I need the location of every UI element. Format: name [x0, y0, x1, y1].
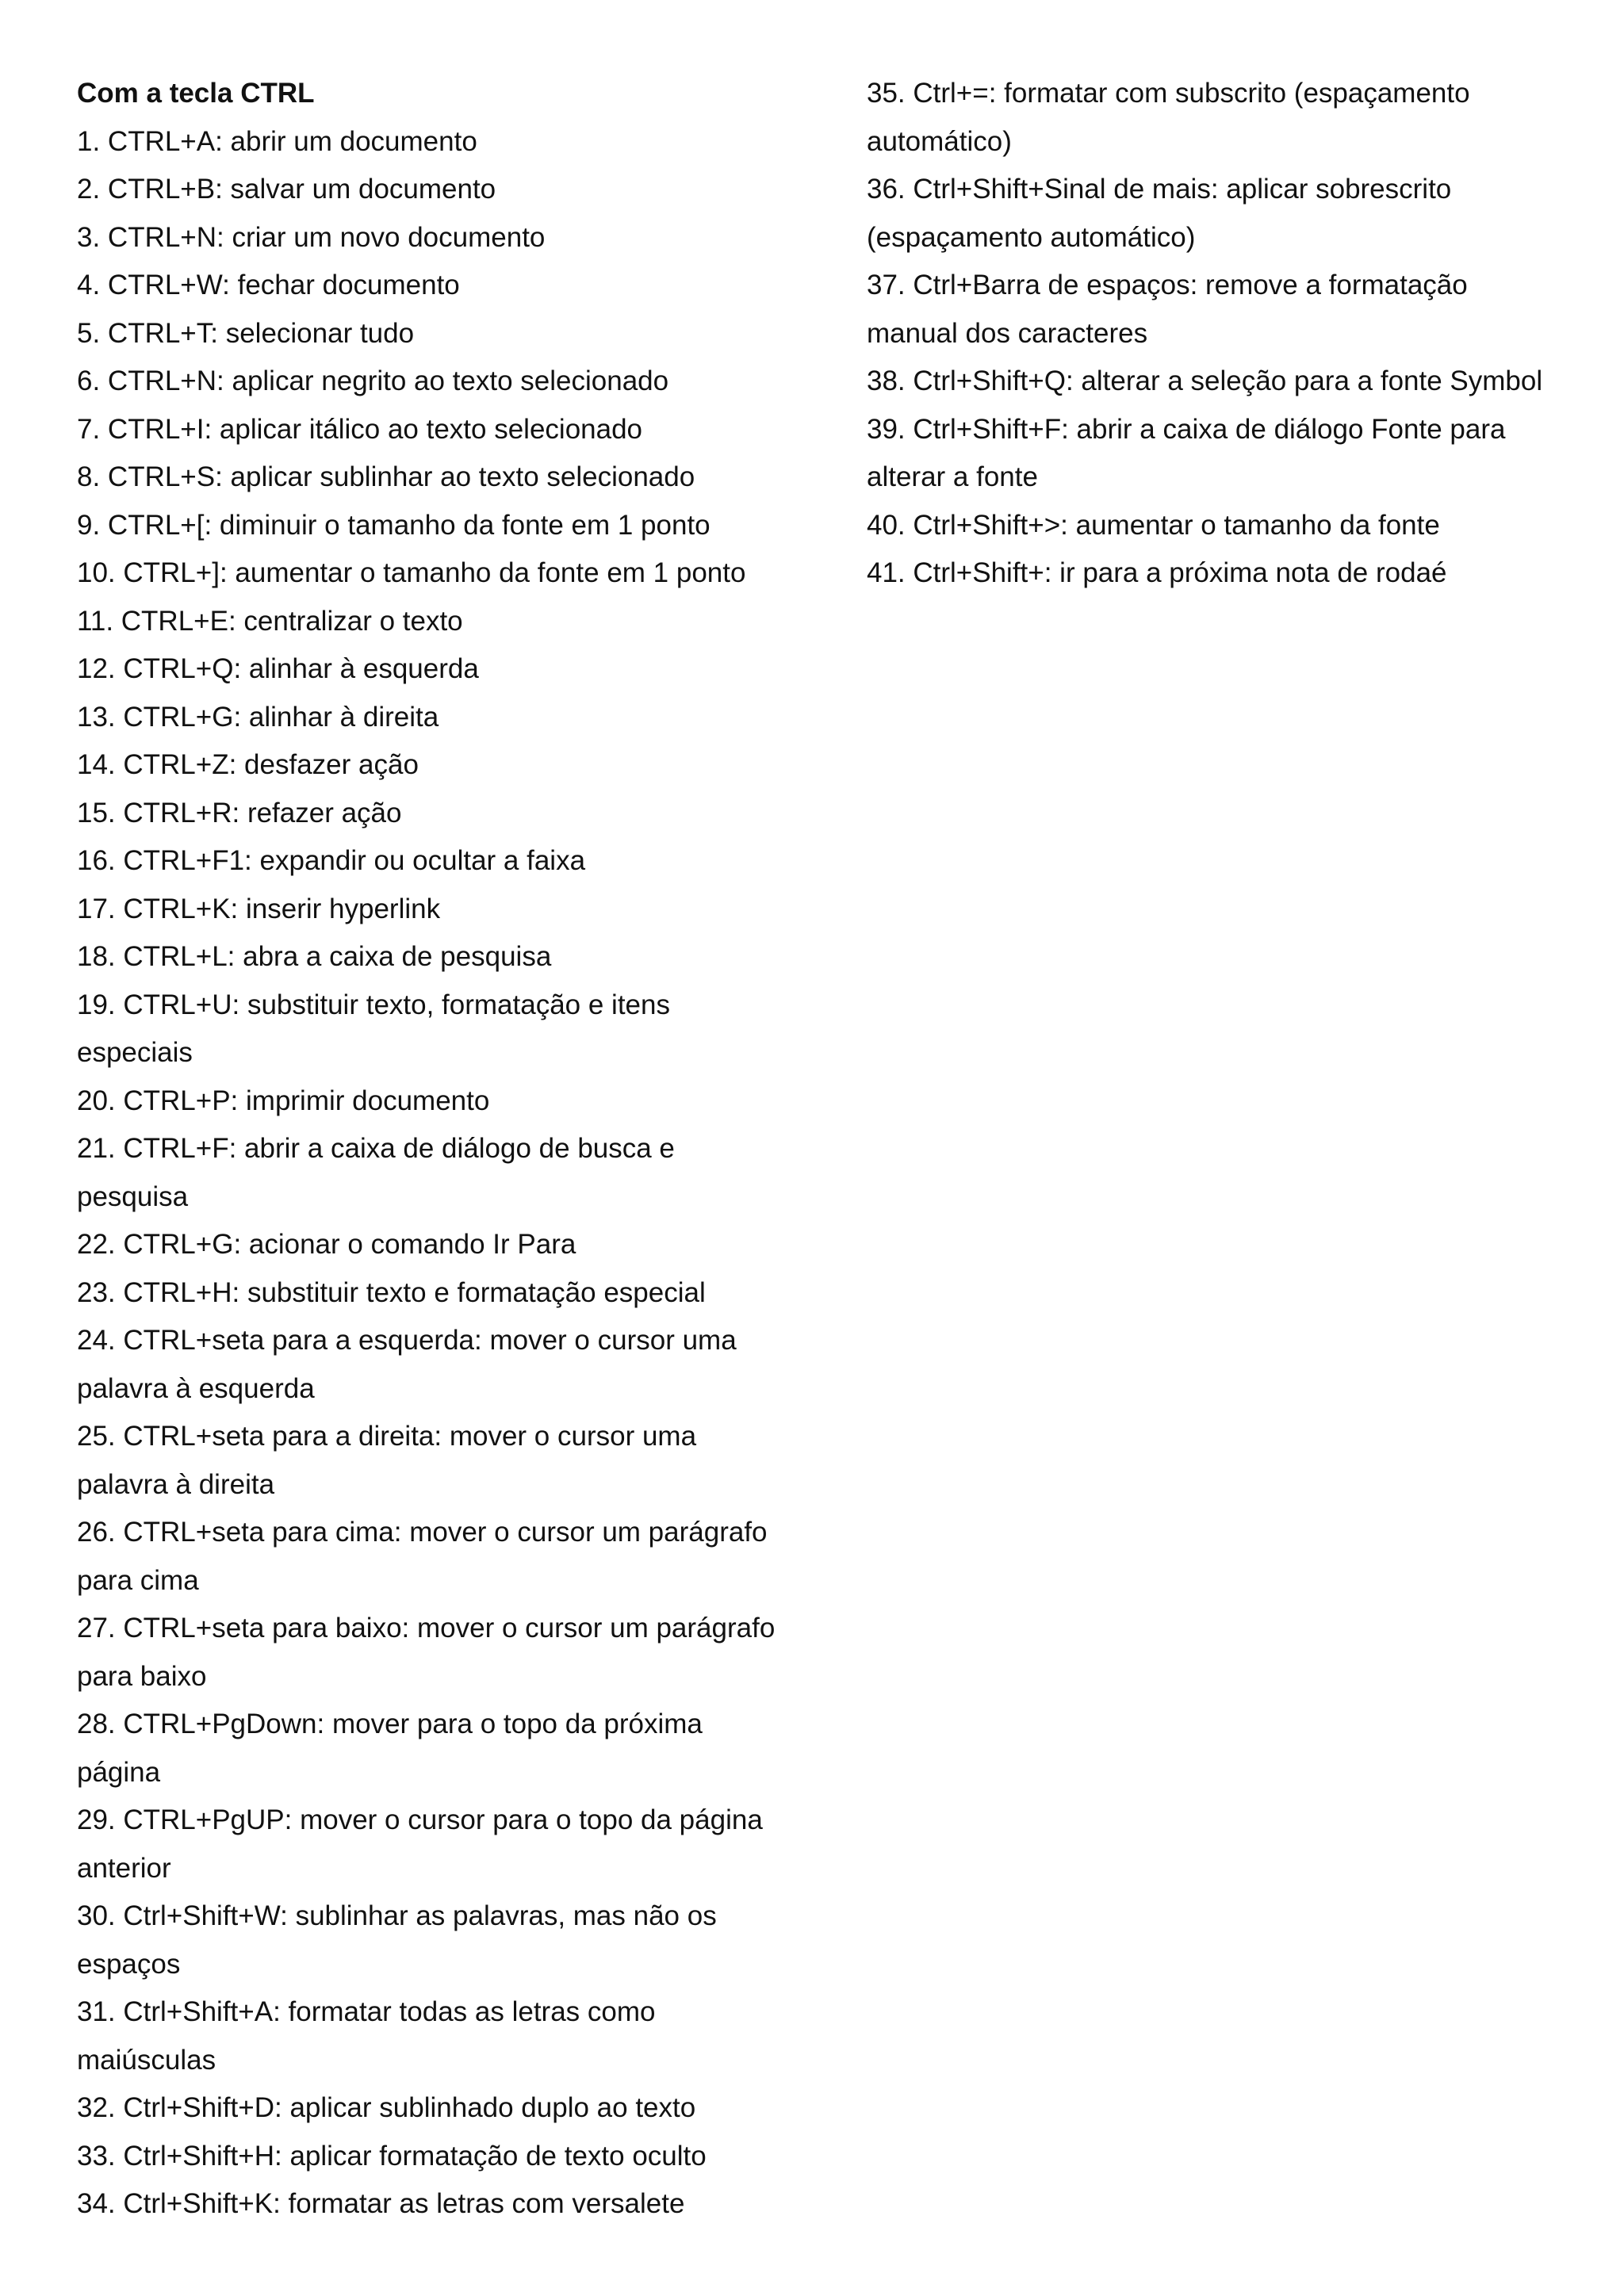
shortcut-item: [77, 214, 791, 262]
shortcut-item-continuation: espaços: [77, 1948, 181, 1980]
shortcut-list-right: [867, 70, 1580, 598]
shortcut-item: [77, 262, 791, 310]
shortcut-item-text: 9. CTRL+[: diminuir o tamanho da fonte em 1 ponto: [77, 509, 710, 541]
shortcut-item: [77, 982, 791, 1077]
shortcut-item: [867, 549, 1580, 598]
shortcut-item: [77, 1509, 791, 1605]
shortcut-item-text: 2. CTRL+B: salvar um documento: [77, 174, 496, 205]
left-column: [77, 70, 791, 2229]
shortcut-item: [77, 1221, 791, 1269]
shortcut-item: [77, 1125, 791, 1221]
shortcut-item: [867, 406, 1580, 502]
shortcut-item: [867, 262, 1580, 358]
shortcut-item-text: 19. CTRL+U: substituir texto, formatação e itens: [77, 989, 670, 1020]
shortcut-item-text: 29. CTRL+PgUP: mover o cursor para o topo da página: [77, 1804, 763, 1835]
shortcut-item-text: 18. CTRL+L: abra a caixa de pesquisa: [77, 941, 552, 972]
shortcut-item-text: 37. Ctrl+Barra de espaços: remove a formatação: [867, 270, 1468, 300]
shortcut-item-text: 21. CTRL+F: abrir a caixa de diálogo de busca e: [77, 1133, 675, 1164]
shortcut-item-text: 40. Ctrl+Shift+>: aumentar o tamanho da fonte: [867, 509, 1440, 541]
shortcut-item: [77, 886, 791, 934]
shortcut-item-continuation: automático): [867, 125, 1012, 157]
shortcut-item: [77, 358, 791, 406]
shortcut-item-continuation: manual dos caracteres: [867, 317, 1148, 349]
shortcut-item-text: 36. Ctrl+Shift+Sinal de mais: aplicar sobrescrito: [867, 174, 1452, 205]
shortcut-item-text: 33. Ctrl+Shift+H: aplicar formatação de texto oculto: [77, 2140, 707, 2172]
shortcut-item-text: 31. Ctrl+Shift+A: formatar todas as letras como: [77, 1996, 656, 2027]
shortcut-item: [77, 933, 791, 982]
shortcut-item-continuation: alterar a fonte: [867, 461, 1038, 492]
shortcut-item: [77, 1988, 791, 2084]
shortcut-item-continuation: especiais: [77, 1037, 193, 1068]
shortcut-item: [867, 358, 1580, 406]
shortcut-item: [77, 406, 791, 454]
section-heading: Com a tecla CTRL: [77, 78, 315, 109]
shortcut-item-text: 3. CTRL+N: criar um novo documento: [77, 221, 546, 253]
shortcut-item: [77, 549, 791, 598]
shortcut-item-continuation: palavra à direita: [77, 1468, 275, 1500]
shortcut-item-continuation: (espaçamento automático): [867, 221, 1196, 253]
shortcut-item-text: 17. CTRL+K: inserir hyperlink: [77, 893, 441, 924]
shortcut-item-text: 10. CTRL+]: aumentar o tamanho da fonte em 1 ponto: [77, 557, 746, 588]
shortcut-item-text: 6. CTRL+N: aplicar negrito ao texto selecionado: [77, 365, 669, 396]
shortcut-item: [867, 502, 1580, 550]
shortcut-item-text: 32. Ctrl+Shift+D: aplicar sublinhado duplo ao texto: [77, 2092, 696, 2123]
shortcut-item-continuation: pesquisa: [77, 1181, 189, 1212]
shortcut-item-text: 38. Ctrl+Shift+Q: alterar a seleção para a fonte Symbol: [867, 365, 1543, 396]
shortcut-item-text: 11. CTRL+E: centralizar o texto: [77, 605, 463, 637]
shortcut-item-text: 16. CTRL+F1: expandir ou ocultar a faixa: [77, 845, 586, 876]
shortcut-item-text: 20. CTRL+P: imprimir documento: [77, 1085, 490, 1116]
shortcut-item: [77, 118, 791, 166]
shortcut-list-left: [77, 118, 791, 2229]
shortcut-item-text: 14. CTRL+Z: desfazer ação: [77, 749, 419, 780]
shortcut-item: [77, 741, 791, 790]
shortcut-item: [77, 1077, 791, 1126]
shortcut-item: [77, 1269, 791, 1318]
shortcut-item-text: 30. Ctrl+Shift+W: sublinhar as palavras, mas não os: [77, 1900, 717, 1931]
shortcut-item-continuation: maiúsculas: [77, 2044, 216, 2076]
shortcut-item-text: 24. CTRL+seta para a esquerda: mover o cursor uma: [77, 1325, 737, 1356]
shortcut-item-continuation: para cima: [77, 1564, 199, 1596]
shortcut-item: [77, 453, 791, 502]
shortcut-item: [77, 2084, 791, 2133]
shortcut-item: [77, 502, 791, 550]
shortcut-item: [77, 1797, 791, 1892]
shortcut-item: [77, 166, 791, 214]
shortcut-item-text: 35. Ctrl+=: formatar com subscrito (espaçamento: [867, 78, 1470, 109]
shortcut-item: [77, 837, 791, 886]
shortcut-item-text: 39. Ctrl+Shift+F: abrir a caixa de diálogo Fonte para: [867, 413, 1506, 445]
shortcut-item: [77, 1605, 791, 1701]
shortcut-item: [77, 694, 791, 742]
shortcut-item: [77, 1413, 791, 1509]
shortcut-item-continuation: página: [77, 1756, 161, 1788]
shortcut-item-text: 41. Ctrl+Shift+: ir para a próxima nota de rodaé: [867, 557, 1447, 588]
shortcut-item-text: 28. CTRL+PgDown: mover para o topo da próxima: [77, 1709, 703, 1739]
shortcut-item: [77, 2180, 791, 2229]
shortcut-item-text: 26. CTRL+seta para cima: mover o cursor um parágrafo: [77, 1517, 768, 1548]
shortcut-item-continuation: palavra à esquerda: [77, 1372, 315, 1404]
shortcut-item: [77, 1701, 791, 1797]
shortcut-item: [867, 166, 1580, 262]
shortcut-item-text: 13. CTRL+G: alinhar à direita: [77, 701, 439, 733]
shortcut-item-text: 23. CTRL+H: substituir texto e formatação especial: [77, 1276, 706, 1308]
shortcut-item-text: 1. CTRL+A: abrir um documento: [77, 125, 477, 157]
shortcut-item: [77, 598, 791, 646]
shortcut-item-text: 4. CTRL+W: fechar documento: [77, 270, 460, 300]
shortcut-item: [77, 1317, 791, 1413]
right-column: [867, 70, 1580, 598]
shortcut-item: [867, 70, 1580, 166]
shortcut-item-continuation: para baixo: [77, 1660, 207, 1692]
shortcut-item: [77, 2133, 791, 2181]
shortcut-item: [77, 645, 791, 694]
shortcut-item-continuation: anterior: [77, 1852, 171, 1884]
shortcut-item-text: 22. CTRL+G: acionar o comando Ir Para: [77, 1229, 576, 1260]
shortcut-item: [77, 310, 791, 358]
shortcut-item-text: 12. CTRL+Q: alinhar à esquerda: [77, 653, 479, 684]
shortcut-item: [77, 790, 791, 838]
shortcut-item-text: 5. CTRL+T: selecionar tudo: [77, 317, 415, 349]
shortcut-item-text: 27. CTRL+seta para baixo: mover o cursor um parágrafo: [77, 1613, 776, 1644]
shortcut-item-text: 7. CTRL+I: aplicar itálico ao texto selecionado: [77, 413, 643, 445]
shortcut-item: [77, 1892, 791, 1988]
shortcut-item-text: 34. Ctrl+Shift+K: formatar as letras com versalete: [77, 2188, 685, 2219]
shortcut-item-text: 8. CTRL+S: aplicar sublinhar ao texto selecionado: [77, 461, 695, 492]
shortcut-item-text: 15. CTRL+R: refazer ação: [77, 797, 402, 828]
shortcut-item-text: 25. CTRL+seta para a direita: mover o cursor uma: [77, 1421, 697, 1452]
